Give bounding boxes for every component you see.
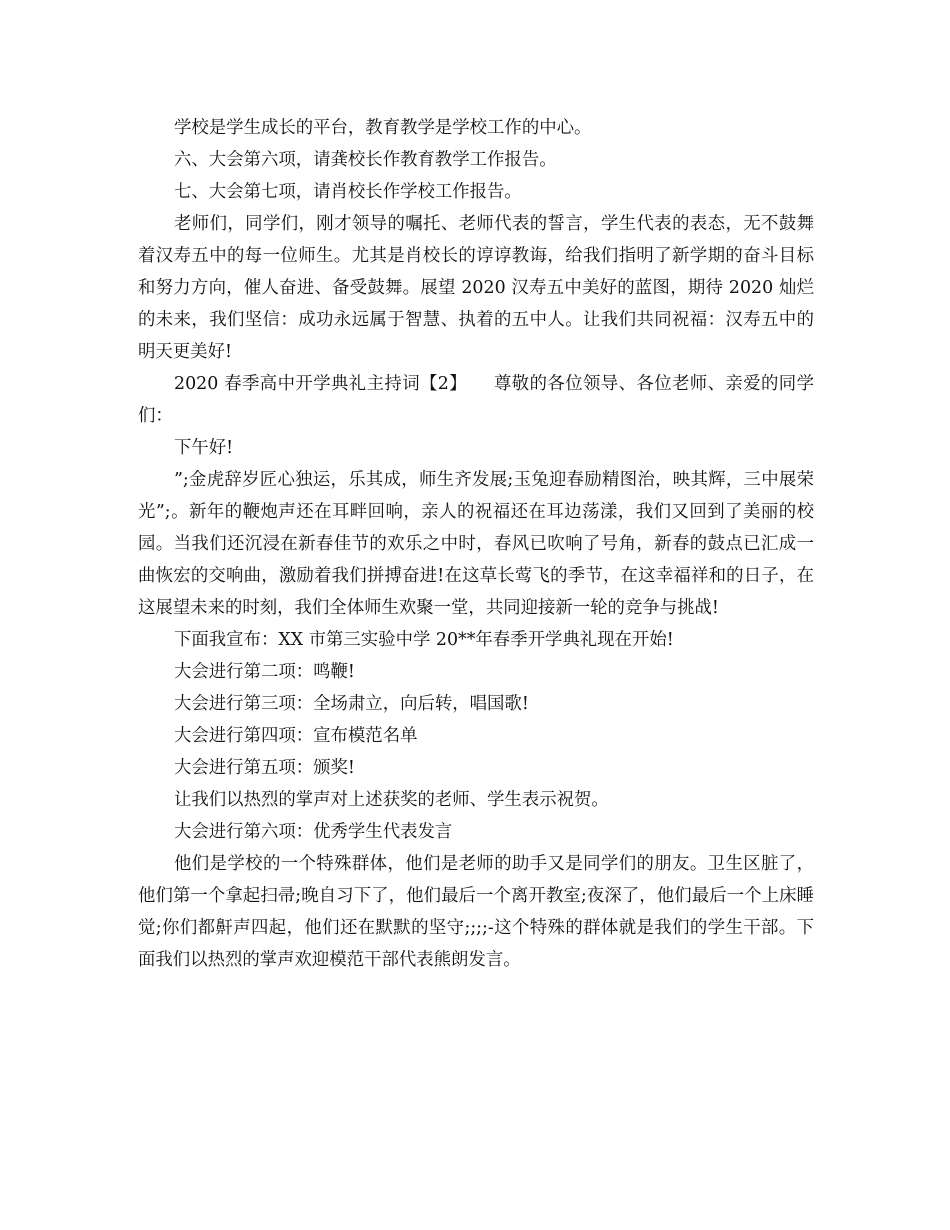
paragraph: 大会进行第五项：颁奖! — [174, 758, 355, 778]
paragraph: 2020 春季高中开学典礼主持词【2】 尊敬的各位领导、各位老师、亲爱的同学们： — [138, 374, 814, 426]
paragraph: 大会进行第三项：全场肃立，向后转，唱国歌! — [174, 694, 529, 714]
paragraph: 六、大会第六项，请龚校长作教育教学工作报告。 — [174, 150, 557, 170]
paragraph: 他们是学校的一个特殊群体，他们是老师的助手又是同学们的朋友。卫生区脏了，他们第一个拿起扫帚;晚自习下了，他们最后一个离开教室;夜深了，他们最后一个上床睡觉;你们都鼾声四起，他们还在默默的坚守;;;;-这个特殊的群体就是我们的学生干部。下面我们以热烈的掌声欢迎模范干部代表熊朗发言。 — [138, 854, 814, 970]
document-body — [138, 112, 814, 976]
paragraph: 七、大会第七项，请肖校长作学校工作报告。 — [174, 182, 522, 202]
paragraph: 大会进行第四项：宣布模范名单 — [174, 726, 418, 746]
paragraph: 下面我宣布：XX 市第三实验中学 20**年春季开学典礼现在开始! — [174, 630, 674, 650]
paragraph: 下午好! — [174, 438, 234, 458]
paragraph: 大会进行第二项：鸣鞭! — [174, 662, 355, 682]
paragraph: ”;金虎辞岁匠心独运，乐其成，师生齐发展;玉兔迎春励精图治，映其辉，三中展荣光”;。新年的鞭炮声还在耳畔回响，亲人的祝福还在耳边荡漾，我们又回到了美丽的校园。当我们还沉浸在新春佳节的欢乐之中时，春风已吹响了号角，新春的鼓点已汇成一曲恢宏的交响曲，激励着我们拼搏奋进!在这草长莺飞的季节，在这幸福祥和的日子，在这展望未来的时刻，我们全体师生欢聚一堂，共同迎接新一轮的竞争与挑战! — [138, 470, 814, 618]
paragraph: 让我们以热烈的掌声对上述获奖的老师、学生表示祝贺。 — [174, 790, 609, 810]
paragraph: 学校是学生成长的平台，教育教学是学校工作的中心。 — [174, 118, 592, 138]
paragraph: 大会进行第六项：优秀学生代表发言 — [174, 822, 453, 842]
paragraph: 老师们，同学们，刚才领导的嘱托、老师代表的誓言，学生代表的表态，无不鼓舞着汉寿五中的每一位师生。尤其是肖校长的谆谆教诲，给我们指明了新学期的奋斗目标和努力方向，催人奋进、备受鼓舞。展望 2020 汉寿五中美好的蓝图，期待 2020 灿烂的未来，我们坚信：成功永远属于智慧、执着的五中人。让我们共同祝福：汉寿五中的明天更美好! — [138, 214, 814, 362]
